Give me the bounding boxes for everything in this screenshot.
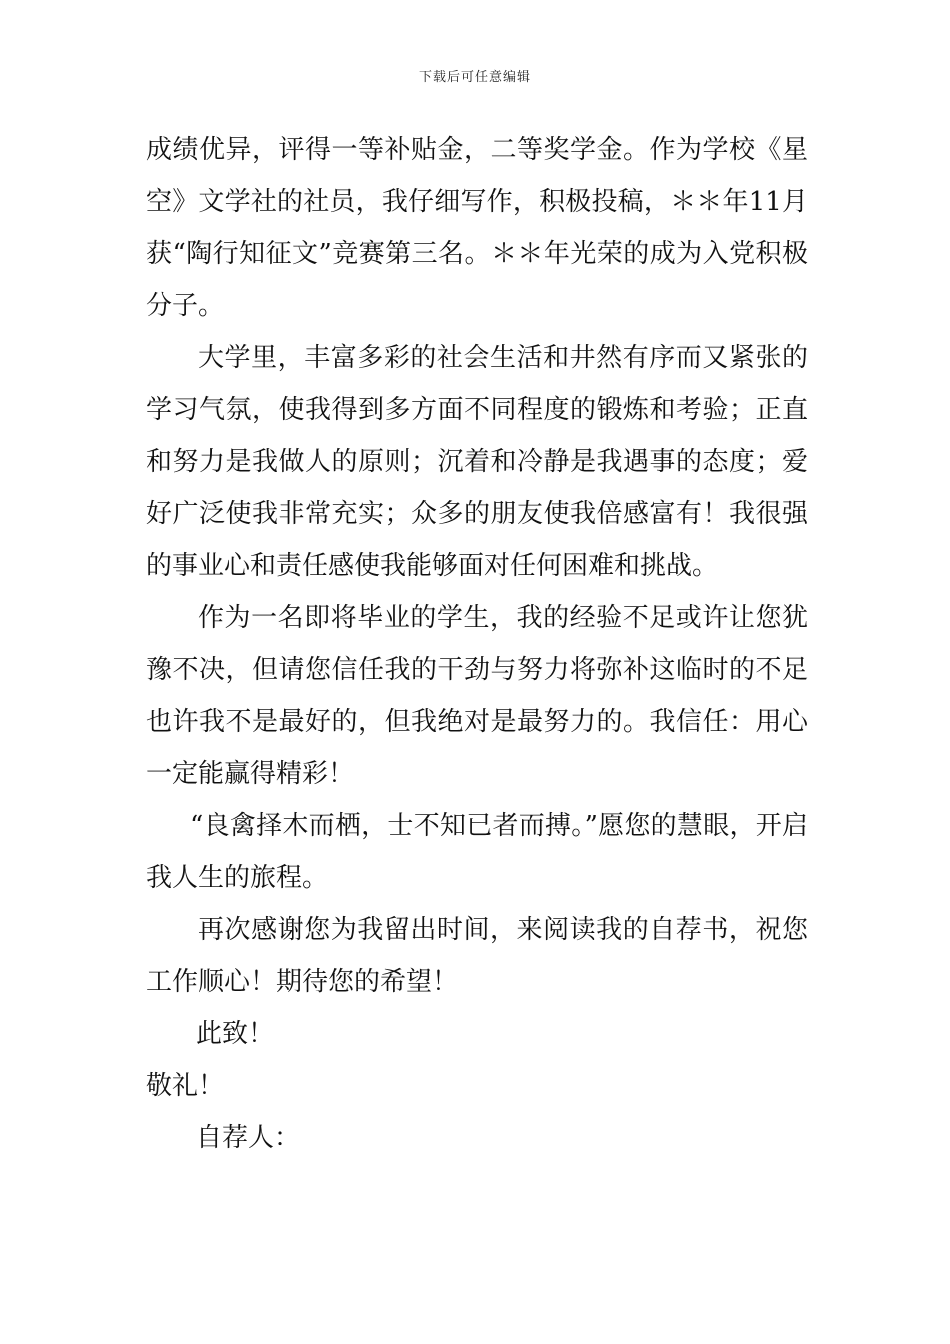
page-header-note: 下载后可任意编辑 [418, 70, 531, 85]
paragraph-awards: 成绩优异，评得一等补贴金，二等奖学金。作为学校《星空》文学社的社员，我仔细写作，积极投稿，＊＊年11月获“陶行知征文”竞赛第三名。＊＊年光荣的成为入党积极分子。 [146, 135, 808, 321]
closing-regards: 敬礼！ [146, 1071, 225, 1101]
paragraph-university-life: 大学里，丰富多彩的社会生活和井然有序而又紧张的学习气氛，使我得到多方面不同程度的锻炼和考验；正直和努力是我做人的原则；沉着和冷静是我遇事的态度；爱好广泛使我非常充实；众多的朋友使我倍感富有！我很强的事业心和责任感使我能够面对任何困难和挑战。 [146, 343, 808, 581]
signature-label: 自荐人： [196, 1123, 301, 1153]
paragraph-quote: “良禽择木而栖，士不知已者而搏。”愿您的慧眼，开启我人生的旅程。 [146, 811, 808, 893]
paragraph-effort: 作为一名即将毕业的学生，我的经验不足或许让您犹豫不决，但请您信任我的干劲与努力将弥补这临时的不足也许我不是最好的，但我绝对是最努力的。我信任：用心一定能赢得精彩！ [146, 603, 808, 789]
closing-salutation: 此致！ [196, 1019, 275, 1049]
letter-body [146, 124, 808, 1164]
paragraph-thanks: 再次感谢您为我留出时间，来阅读我的自荐书，祝您工作顺心！期待您的希望！ [146, 915, 808, 997]
